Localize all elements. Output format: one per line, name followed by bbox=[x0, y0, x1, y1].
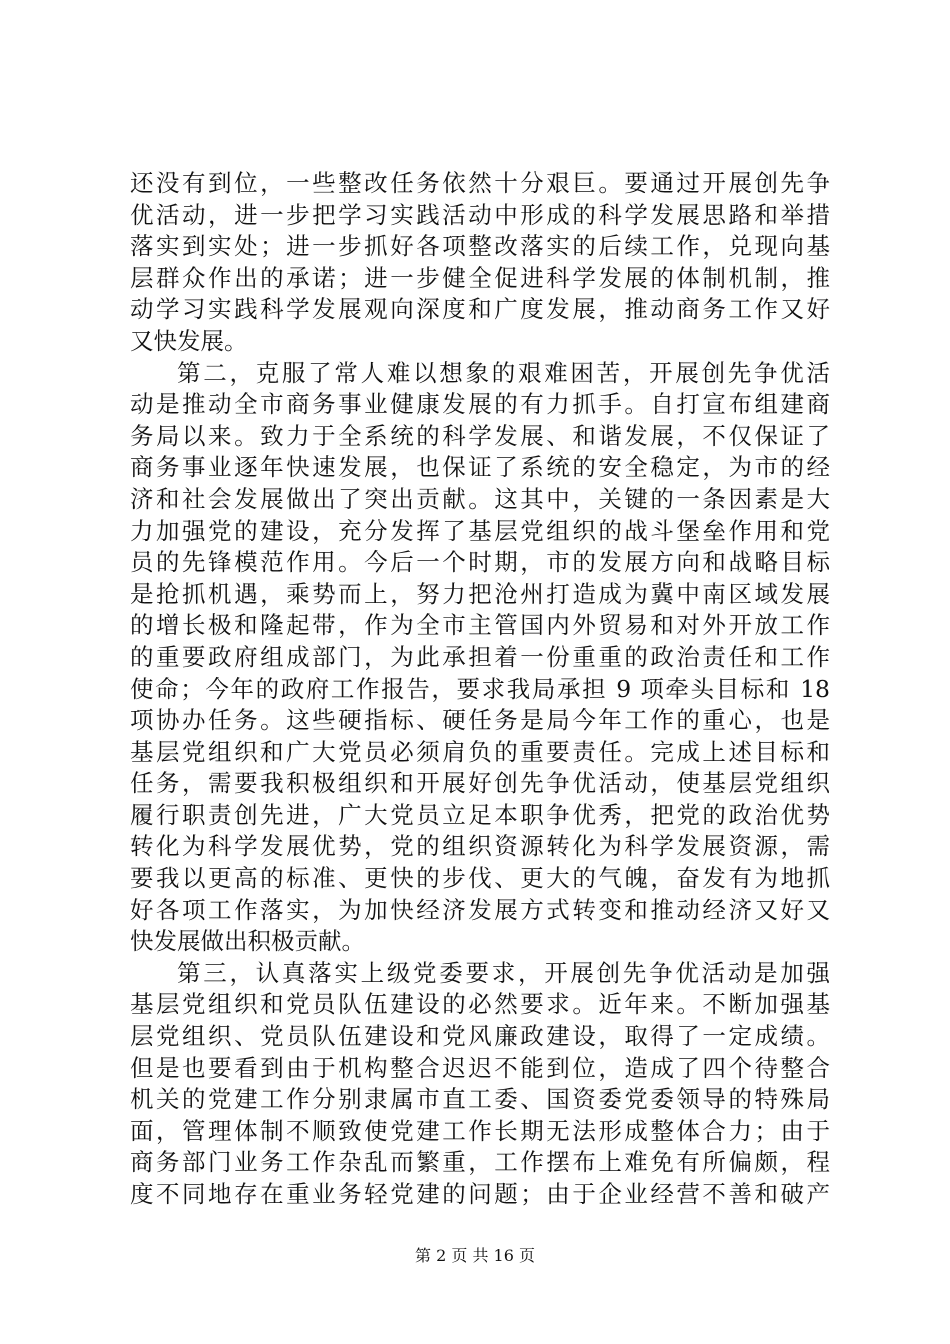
text-line: 任务，需要我积极组织和开展好创先争优活动，使基层党组织 bbox=[130, 769, 830, 798]
text-line: 动是推动全市商务事业健康发展的有力抓手。自打宣布组建商 bbox=[130, 390, 830, 419]
text-line: 但是也要看到由于机构整合迟迟不能到位，造成了四个待整合 bbox=[130, 1053, 830, 1082]
text-line: 好各项工作落实，为加快经济发展方式转变和推动经济又好又 bbox=[130, 895, 830, 924]
text-line: 的增长极和隆起带，作为全市主管国内外贸易和对外开放工作 bbox=[130, 611, 830, 640]
text-line: 度不同地存在重业务轻党建的问题；由于企业经营不善和破产 bbox=[130, 1180, 830, 1208]
text-line: 基层党组织和广大党员必须肩负的重要责任。完成上述目标和 bbox=[130, 737, 830, 766]
text-line: 转化为科学发展优势，党的组织资源转化为科学发展资源，需 bbox=[130, 832, 830, 861]
text-line: 员的先锋模范作用。今后一个时期，市的发展方向和战略目标 bbox=[130, 548, 830, 577]
text-line: 务局以来。致力于全系统的科学发展、和谐发展，不仅保证了 bbox=[130, 421, 830, 450]
text-line: 要我以更高的标准、更快的步伐、更大的气魄，奋发有为地抓 bbox=[130, 864, 830, 893]
text-line: 动学习实践科学发展观向深度和广度发展，推动商务工作又好 bbox=[130, 295, 830, 324]
text-line: 基层党组织和党员队伍建设的必然要求。近年来。不断加强基 bbox=[130, 990, 830, 1019]
text-line: 使命；今年的政府工作报告，要求我局承担 9 项牵头目标和 18 bbox=[130, 674, 830, 703]
text-line: 机关的党建工作分别隶属市直工委、国资委党委领导的特殊局 bbox=[130, 1085, 830, 1114]
text-line: 第二，克服了常人难以想象的艰难困苦，开展创先争优活 bbox=[177, 358, 830, 387]
text-line: 落实到实处；进一步抓好各项整改落实的后续工作，兑现向基 bbox=[130, 232, 830, 261]
text-line: 优活动，进一步把学习实践活动中形成的科学发展思路和举措 bbox=[130, 200, 830, 229]
text-line: 力加强党的建设，充分发挥了基层党组织的战斗堡垒作用和党 bbox=[130, 516, 830, 545]
text-line: 的重要政府组成部门，为此承担着一份重重的政治责任和工作 bbox=[130, 642, 830, 671]
text-line: 层党组织、党员队伍建设和党风廉政建设，取得了一定成绩。 bbox=[130, 1022, 830, 1051]
text-line: 面，管理体制不顺致使党建工作长期无法形成整体合力；由于 bbox=[130, 1116, 830, 1145]
document-body bbox=[130, 168, 830, 1211]
text-line: 又快发展。 bbox=[130, 326, 248, 355]
page-footer: 第 2 页 共 16 页 bbox=[415, 1246, 535, 1265]
text-line: 商务部门业务工作杂乱而繁重，工作摆布上难免有所偏颇，程 bbox=[130, 1148, 830, 1177]
text-line: 项协办任务。这些硬指标、硬任务是局今年工作的重心，也是 bbox=[130, 706, 830, 735]
text-line: 还没有到位，一些整改任务依然十分艰巨。要通过开展创先争 bbox=[130, 169, 830, 197]
text-line: 快发展做出积极贡献。 bbox=[130, 927, 365, 956]
text-line: 层群众作出的承诺；进一步健全促进科学发展的体制机制，推 bbox=[130, 263, 830, 292]
text-line: 是抢抓机遇，乘势而上，努力把沧州打造成为冀中南区域发展 bbox=[130, 579, 830, 608]
text-line: 第三，认真落实上级党委要求，开展创先争优活动是加强 bbox=[177, 958, 830, 987]
text-line: 济和社会发展做出了突出贡献。这其中，关键的一条因素是大 bbox=[130, 484, 830, 513]
text-line: 商务事业逐年快速发展，也保证了系统的安全稳定，为市的经 bbox=[130, 453, 830, 482]
text-line: 履行职责创先进，广大党员立足本职争优秀，把党的政治优势 bbox=[130, 800, 830, 829]
